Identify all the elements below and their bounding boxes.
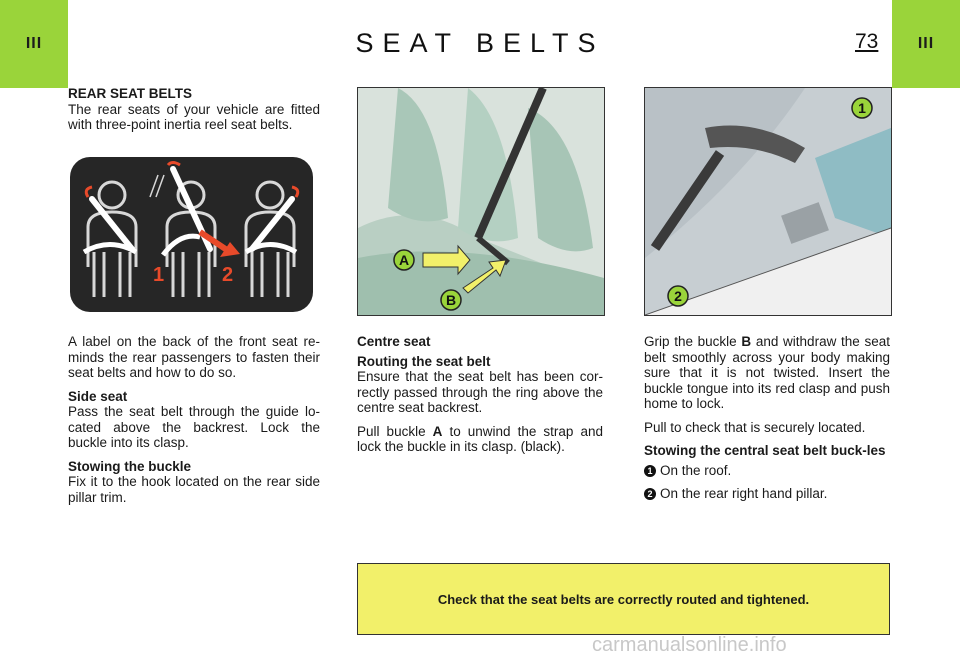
photo-label-a: A <box>398 252 410 268</box>
stowing-text: Fix it to the hook located on the rear side pillar trim. <box>68 474 320 505</box>
photo-label-1: 1 <box>858 100 866 116</box>
intro-text: The rear seats of your vehicle are fitted with three-point inertia reel seat belts. <box>68 101 320 132</box>
stow-item-2: 2 On the rear right hand pillar. <box>644 486 890 502</box>
photo-label-b: B <box>445 292 457 308</box>
routing-heading: Routing the seat belt <box>357 353 491 369</box>
icon-label-1: 1 <box>153 264 165 286</box>
stowing-heading: Stowing the buckle <box>68 458 192 474</box>
belt-stowage-photo <box>644 87 892 316</box>
pull-buckle-text: Pull buckle A to unwind the strap and lock the buckle in its clasp. (black). <box>357 423 603 454</box>
icon-label-2: 2 <box>222 264 234 286</box>
page-title: SEAT BELTS <box>355 28 605 58</box>
grip-buckle-text: Grip the buckle B and withdraw the seat belt smoothly across your body making sure that it is not twisted. Insert the buckle tongue into its red clasp and push home to lock. <box>644 334 890 411</box>
centre-seat-photo <box>357 87 605 316</box>
intro-block <box>68 86 320 141</box>
centre-seat-heading: Centre seat <box>357 334 431 349</box>
number-2-icon: 2 <box>644 488 656 500</box>
side-seat-text: Pass the seat belt through the guide lo-cated above the backrest. Lock the buckle into its clasp. <box>68 404 320 450</box>
left-body <box>68 334 320 513</box>
routing-text: Ensure that the seat belt has been cor-rectly passed through the ring above the centre seat backrest. <box>357 369 603 415</box>
label-text: A label on the back of the front seat re-minds the rear passengers to fasten their seat belts and how to do so. <box>68 334 320 380</box>
safety-note-text: Check that the seat belts are correctly routed and tightened. <box>437 591 810 607</box>
seatbelt-label-illustration <box>70 157 313 312</box>
stow-item-1: 1 On the roof. <box>644 463 890 479</box>
photo-label-2: 2 <box>674 288 682 304</box>
right-body <box>644 334 890 510</box>
watermark: carmanualsonline.info <box>592 634 787 656</box>
page-number: 73 <box>855 30 879 53</box>
section-heading: REAR SEAT BELTS <box>68 86 193 101</box>
check-text: Pull to check that is securely located. <box>644 419 866 435</box>
middle-body <box>357 334 603 463</box>
number-1-icon: 1 <box>644 465 656 477</box>
stowing-central-heading: Stowing the central seat belt buck-les <box>644 443 886 458</box>
safety-note <box>357 563 890 635</box>
section-tab-right: III <box>892 0 960 88</box>
side-seat-heading: Side seat <box>68 388 128 404</box>
section-tab-left: III <box>0 0 68 88</box>
